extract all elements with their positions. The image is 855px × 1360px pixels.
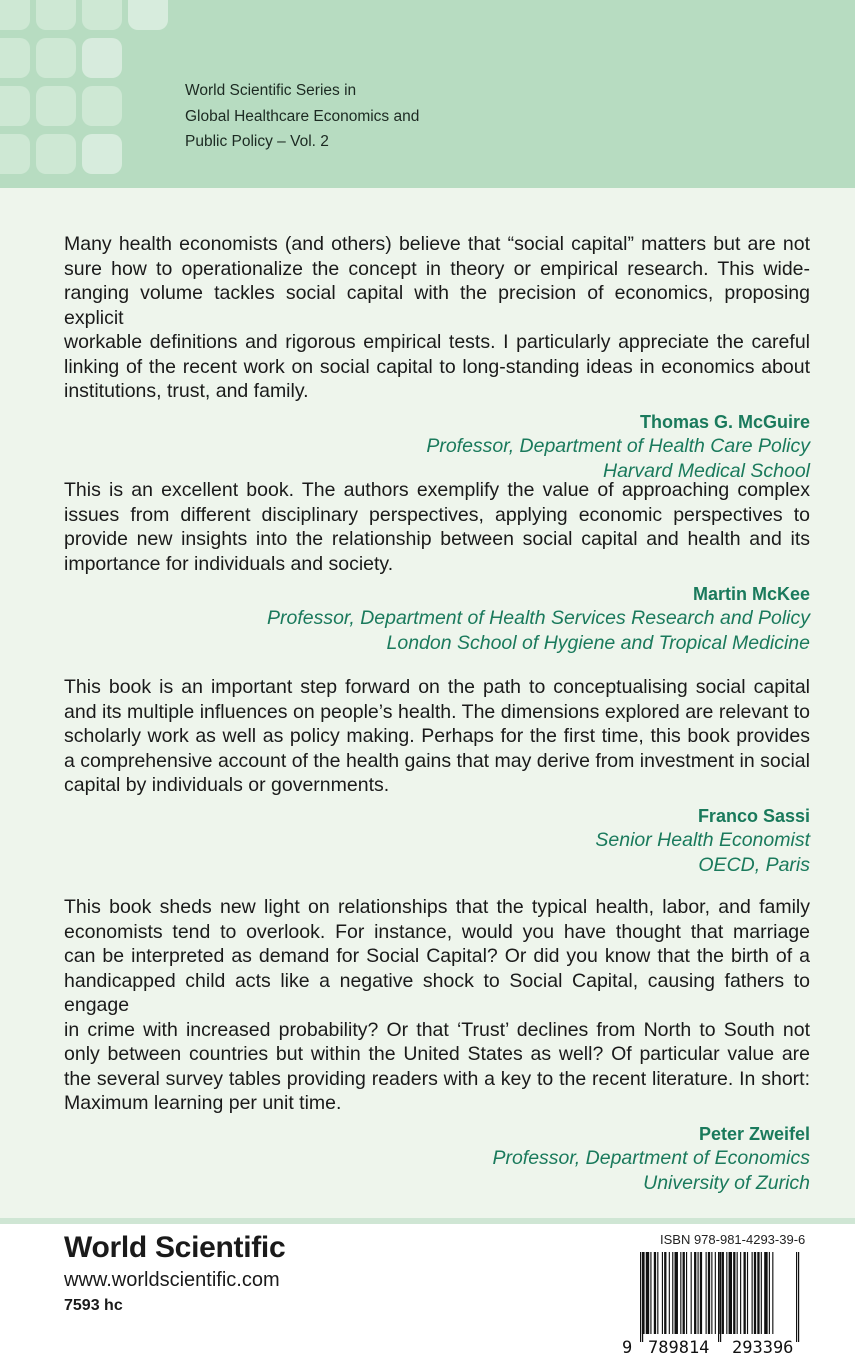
- barcode-bar: [691, 1252, 692, 1334]
- quote-line: in crime with increased probability? Or that ‘Trust’ declines from North to South not: [64, 1018, 810, 1041]
- quote-line: ranging volume tackles social capital with the precision of economics, proposing explicit: [64, 282, 810, 329]
- endorsement: [64, 232, 810, 484]
- endorser-role: Senior Health Economist: [595, 828, 810, 851]
- barcode-digits-right: 293396: [732, 1338, 794, 1358]
- quote-line: the several survey tables providing readers with a key to the recent literature. In short:: [64, 1067, 810, 1090]
- series-line: Global Healthcare Economics and: [185, 107, 420, 125]
- endorser: [64, 582, 810, 656]
- endorser-affiliation: OECD, Paris: [698, 853, 810, 876]
- endorsement-quote: [64, 478, 810, 576]
- barcode-bar: [686, 1252, 687, 1334]
- decorative-pattern: [0, 0, 180, 188]
- quote-line: This is an excellent book. The authors exemplify the value of approaching complex: [64, 479, 810, 501]
- endorser-name: Thomas G. McGuire: [639, 411, 810, 432]
- quote-line: provide new insights into the relationship between social capital and health and its: [64, 528, 810, 550]
- barcode-bar: [744, 1252, 746, 1334]
- barcode-bar: [726, 1252, 727, 1334]
- series-band: [0, 0, 855, 188]
- barcode-digit-lead: 9: [622, 1338, 633, 1358]
- endorsement-quote: [64, 895, 810, 1116]
- quote-line: importance for individuals and society.: [64, 552, 394, 575]
- barcode-bar: [747, 1252, 748, 1334]
- series-line: World Scientific Series in: [185, 82, 357, 99]
- endorser: [64, 410, 810, 484]
- series-line: Public Policy – Vol. 2: [185, 133, 329, 150]
- barcode-guard-bar: [720, 1252, 721, 1342]
- endorser-affiliation: Harvard Medical School: [602, 459, 810, 482]
- endorsement-quote: [64, 232, 810, 404]
- barcode-bar: [711, 1252, 712, 1334]
- barcode-guard-bar: [798, 1252, 799, 1342]
- barcode-bar: [769, 1252, 770, 1334]
- barcode-bar: [698, 1252, 699, 1334]
- barcode-bar: [729, 1252, 732, 1334]
- barcode-bar: [722, 1252, 724, 1334]
- publisher-block: [64, 1230, 285, 1318]
- product-code: 7593 hc: [64, 1297, 123, 1314]
- barcode-bar: [683, 1252, 685, 1334]
- barcode-bar: [761, 1252, 762, 1334]
- barcode-bar: [764, 1252, 767, 1334]
- barcode-bar: [708, 1252, 710, 1334]
- barcode-guard-bar: [796, 1252, 797, 1342]
- barcode-bar: [740, 1252, 741, 1334]
- endorser: [64, 804, 810, 878]
- barcode-bar: [694, 1252, 696, 1334]
- barcode-bar: [733, 1252, 735, 1334]
- publisher-url[interactable]: www.worldscientific.com: [64, 1269, 280, 1291]
- endorser-role: Professor, Department of Economics: [492, 1146, 810, 1169]
- endorser-affiliation: London School of Hygiene and Tropical Medicine: [386, 632, 810, 654]
- isbn-label: ISBN 978-981-4293-39-6: [660, 1232, 806, 1247]
- quote-line: a comprehensive account of the health gains that may derive from investment in social: [64, 749, 810, 772]
- quote-line: Maximum learning per unit time.: [64, 1092, 342, 1114]
- quote-line: This book sheds new light on relationships that the typical health, labor, and family: [64, 896, 810, 918]
- quote-line: linking of the recent work on social capital to long-standing ideas in economics about: [64, 355, 810, 378]
- quote-line: institutions, trust, and family.: [64, 380, 309, 402]
- barcode-bar: [706, 1252, 707, 1334]
- barcode-bar: [662, 1252, 663, 1334]
- barcode-bar: [664, 1252, 666, 1334]
- barcode-bar: [715, 1252, 716, 1334]
- barcode-bar: [650, 1252, 651, 1334]
- quote-line: handicapped child acts like a negative shock to Social Capital, causing fathers to engage: [64, 969, 810, 1016]
- quote-line: only between countries but within the United States as well? Of particular value are: [64, 1043, 810, 1065]
- endorsement-quote: [64, 675, 810, 798]
- barcode-bar: [672, 1252, 673, 1334]
- barcode-guard-bar: [642, 1252, 643, 1342]
- quote-line: This book is an important step forward on the path to conceptualising social capital: [64, 676, 810, 698]
- barcode-bar: [737, 1252, 738, 1334]
- endorser-name: Peter Zweifel: [698, 1123, 810, 1144]
- quote-line: and its multiple influences on people’s health. The dimensions explored are relevant to: [64, 700, 810, 723]
- endorsement: [64, 675, 810, 878]
- endorser-role: Professor, Department of Health Care Policy: [426, 434, 810, 457]
- quote-line: economists tend to overlook. For instance, would you have thought that marriage: [64, 920, 810, 943]
- quote-line: scholarly work as well as policy making. Perhaps for the first time, this book provides: [64, 725, 810, 747]
- quote-line: capital by individuals or governments.: [64, 774, 390, 796]
- barcode-bar: [757, 1252, 759, 1334]
- quote-line: Many health economists (and others) believe that “social capital” matters but are not: [64, 233, 810, 255]
- barcode-guard-bar: [718, 1252, 719, 1342]
- series-title: [185, 78, 515, 155]
- endorser-affiliation: University of Zurich: [643, 1171, 810, 1194]
- barcode-guard-bar: [640, 1252, 641, 1342]
- quote-line: issues from different disciplinary perspectives, applying economic perspectives to: [64, 503, 810, 526]
- quote-line: can be interpreted as demand for Social Capital? Or did you know that the birth of a: [64, 945, 810, 967]
- barcode-bar: [752, 1252, 753, 1334]
- barcode-bar: [772, 1252, 773, 1334]
- endorsement: [64, 895, 810, 1196]
- publisher-footer: [0, 1224, 855, 1360]
- barcode-bar: [754, 1252, 756, 1334]
- endorser: [64, 1122, 810, 1196]
- quote-line: sure how to operationalize the concept in theory or empirical research. This wide-: [64, 257, 810, 280]
- barcode-bar: [675, 1252, 678, 1334]
- barcode-bar: [700, 1252, 702, 1334]
- barcode-bar: [646, 1252, 649, 1334]
- barcode-bar: [657, 1252, 658, 1334]
- endorsement: [64, 478, 810, 656]
- barcode-bar: [680, 1252, 681, 1334]
- barcode-bar: [654, 1252, 656, 1334]
- barcode-bar: [669, 1252, 670, 1334]
- barcode-digits-left: 789814: [648, 1338, 710, 1358]
- endorser-role: Professor, Department of Health Services Research and Policy: [266, 607, 810, 629]
- publisher-name: World Scientific: [64, 1231, 286, 1264]
- barcode: [618, 1252, 814, 1358]
- barcode-bars: [640, 1252, 799, 1342]
- endorser-name: Franco Sassi: [697, 805, 810, 826]
- endorser-name: Martin McKee: [692, 584, 810, 604]
- quote-line: workable definitions and rigorous empirical tests. I particularly appreciate the careful: [64, 331, 810, 353]
